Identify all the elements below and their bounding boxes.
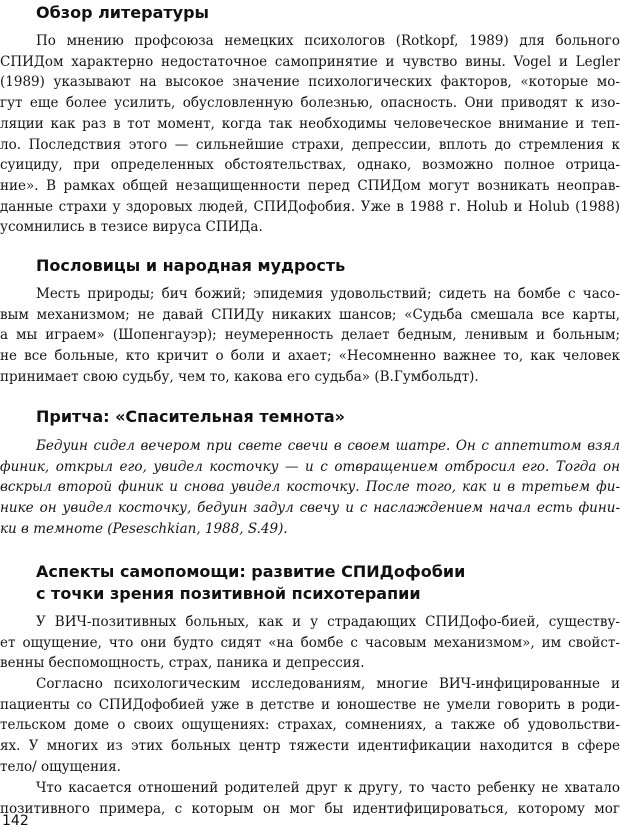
text-line: тельском доме о своих ощущениях: страхах, сомнениях, а также об удовольстви- xyxy=(0,717,620,734)
text-line: (1989) указывают на высокое значение психологических факторов, «которые мо- xyxy=(0,74,620,91)
text-line: данные страхи у здоровых людей, СПИДофобия. Уже в 1988 г. Holub и Holub (1988) xyxy=(0,198,620,215)
paragraph-literature-review xyxy=(0,31,620,238)
text-line: ях. У многих из этих больных центр тяжести идентификации находится в сфере xyxy=(0,738,620,755)
section-heading-literature-review: Обзор литературы xyxy=(36,3,210,22)
section-heading-proverbs: Пословицы и народная мудрость xyxy=(36,256,346,275)
text-line: ет ощущение, что они будто сидят «на бомбе с часовым механизмом», им свойст- xyxy=(0,634,620,651)
text-line: СПИДом характерно недостаточное самопринятие и чувство вины. Vogel и Legler xyxy=(0,53,620,70)
text-line: венны беспомощность, страх, паника и депрессия. xyxy=(0,655,365,672)
text-line: пациенты со СПИДофобией уже в детстве и юношестве не умели говорить в роди- xyxy=(0,696,620,713)
text-line: а мы играем» (Шопенгауэр); неумеренность делает бедным, ленивым и больным; xyxy=(0,327,620,344)
text-line: усомнились в тезисе вируса СПИДа. xyxy=(0,219,263,236)
page-number: 142 xyxy=(2,813,29,829)
text-line: Что касается отношений родителей друг к другу, то часто ребенку не хватало xyxy=(36,780,620,796)
text-line: У ВИЧ-позитивных больных, как и у страдающих СПИДофо-бией, существу- xyxy=(36,614,620,630)
text-line: ки в темноте (Peseschkian, 1988, S.49). xyxy=(0,520,288,537)
paragraph-self-help-1 xyxy=(0,612,620,674)
paragraph-parable xyxy=(0,436,620,540)
text-line: позитивного примера, с которым он мог бы идентифицироваться, которому мог xyxy=(0,800,620,817)
text-line: вскрыл второй финик и снова увидел косточку. После того, как и в третьем фи- xyxy=(0,479,620,496)
text-line: Месть природы; бич божий; эпидемия удовольствий; сидеть на бомбе с часо- xyxy=(36,286,620,302)
text-line: не все больные, кто кричит о боли и ахает; «Несомненно важнее то, как человек xyxy=(0,348,620,365)
text-line: ляции как раз в тот момент, когда так необходимы человеческое внимание и теп- xyxy=(0,115,620,132)
text-line: нике он увидел косточку, бедуин задул свечу и с наслаждением начал есть фини- xyxy=(0,500,620,517)
text-line: Бедуин сидел вечером при свете свечи в своем шатре. Он с аппетитом взял xyxy=(36,438,620,454)
text-line: Согласно психологическим исследованиям, многие ВИЧ-инфицированные и xyxy=(36,676,620,692)
text-line: принимает свою судьбу, чем то, какова его судьба» (В.Гумбольдт). xyxy=(0,368,479,385)
paragraph-self-help-2 xyxy=(0,674,620,778)
paragraph-proverbs xyxy=(0,284,620,388)
text-line: ние». В рамках общей незащищенности перед СПИДом могут возникать неоправ- xyxy=(0,177,620,194)
section-heading-parable: Притча: «Спасительная темнота» xyxy=(36,407,346,426)
section-heading-self-help: Аспекты самопомощи: развитие СПИДофобии xyxy=(36,562,466,581)
paragraph-self-help-3 xyxy=(0,778,620,819)
text-line: суициду, при определенных обстоятельствах, однако, возможно полное отрица- xyxy=(0,157,620,174)
text-line: По мнению профсоюза немецких психологов (Rotkopf, 1989) для больного xyxy=(36,33,620,49)
text-line: гут еще более усилить, обусловленную болезнью, опасность. Они приводят к изо- xyxy=(0,95,620,112)
text-line: тело/ ощущения. xyxy=(0,758,121,775)
text-line: ло. Последствия этого — сильнейшие страхи, депрессии, вплоть до стремления к xyxy=(0,136,620,153)
text-line: вым механизмом; не давай СПИДу никаких шансов; «Судьба смешала все карты, xyxy=(0,306,620,323)
section-heading-self-help-line-2: с точки зрения позитивной психотерапии xyxy=(36,584,421,603)
text-line: финик, открыл его, увидел косточку — и с отвращением отбросил его. Тогда он xyxy=(0,458,620,475)
